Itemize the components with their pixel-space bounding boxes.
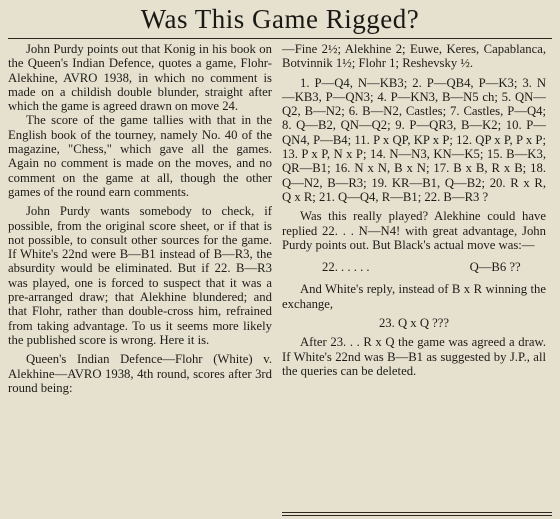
paragraph-purdy-request: John Purdy wants somebody to check, if possible, from the original score sheet, or if that is not possible, to consult other sources for the game. If White's 22nd were B—B1 instead of B—R3, the absurdity would be eliminated. But if 22. B—R3 was played, one is forced to suspect that it was a pre-arranged draw; that Alekhine blundered; and that Flohr, rather than double-cross him, refrained from taking advantage. To us it seems more likely the published score is wrong. Here it is. (8, 204, 272, 347)
left-column (8, 42, 272, 395)
article-title: Was This Game Rigged? (140, 4, 420, 34)
game-moves: 1. P—Q4, N—KB3; 2. P—QB4, P—K3; 3. N—KB3, P—QN3; 4. P—KN3, B—N5 ch; 5. QN—Q2, B—N2; 6. B—N2, Castles; 7. Castles, P—Q4; 8. Q—B2, QN—Q2; 9. P—QR3, B—K2; 10. P—QN4, P—B4; 11. P x QP, KP x P; 12. QP x P, P x P; 13. P x P, N x P; 14. N—N3, KN—K5; 15. B—K3, QR—B1; 16. N x N, B x N; 17. B x B, R x B; 18. Q—N2, B—R3; 19. KR—B1, Q—B2; 20. R x R, Q x R; 21. Q—Q4, R—B1; 22. B—R3 ? (282, 75, 546, 204)
bottom-divider (282, 512, 552, 513)
title-divider (8, 38, 552, 39)
paragraph-game-header: Queen's Indian Defence—Flohr (White) v. Alekhine—AVRO 1938, 4th round, scores after 3rd round being: (8, 352, 272, 395)
paragraph-standings: —Fine 2½; Alekhine 2; Euwe, Keres, Capablanca, Botvinnik 1½; Flohr 1; Reshevsky ½. (282, 42, 546, 71)
paragraph-question: Was this really played? Alekhine could have replied 22. . . N—N4! with great advantage, John Purdy points out. But Black's actual move was:— (282, 209, 546, 252)
paragraph-reply: And White's reply, instead of B x R winning the exchange, (282, 282, 546, 311)
move-22-number: 22. . . . . . (322, 260, 370, 275)
move-22-black: Q—B6 ?? (469, 260, 521, 275)
move-23-line: 23. Q x Q ??? (378, 316, 450, 331)
right-column (282, 42, 546, 378)
bottom-divider-thin (282, 515, 552, 516)
paragraph-closing: After 23. . . R x Q the game was agreed a draw. If White's 22nd was B—B1 as suggested by J.P., all the queries can be deleted. (282, 335, 546, 378)
paragraph-score: The score of the game tallies with that in the English book of the tourney, namely No. 40 of the magazine, "Chess," which gave all the games. Again no comment is made on the moves, and no comment on the game at all, though the other games of the round earn comments. (8, 113, 272, 199)
move-22-line (282, 260, 546, 274)
paragraph-konig: John Purdy points out that Konig in his book on the Queen's Indian Defence, quotes a game, Flohr-Alekhine, AVRO 1938, in which no comment is made on a childish double blunder, straight after which the game is agreed drawn on move 24. (8, 42, 272, 114)
